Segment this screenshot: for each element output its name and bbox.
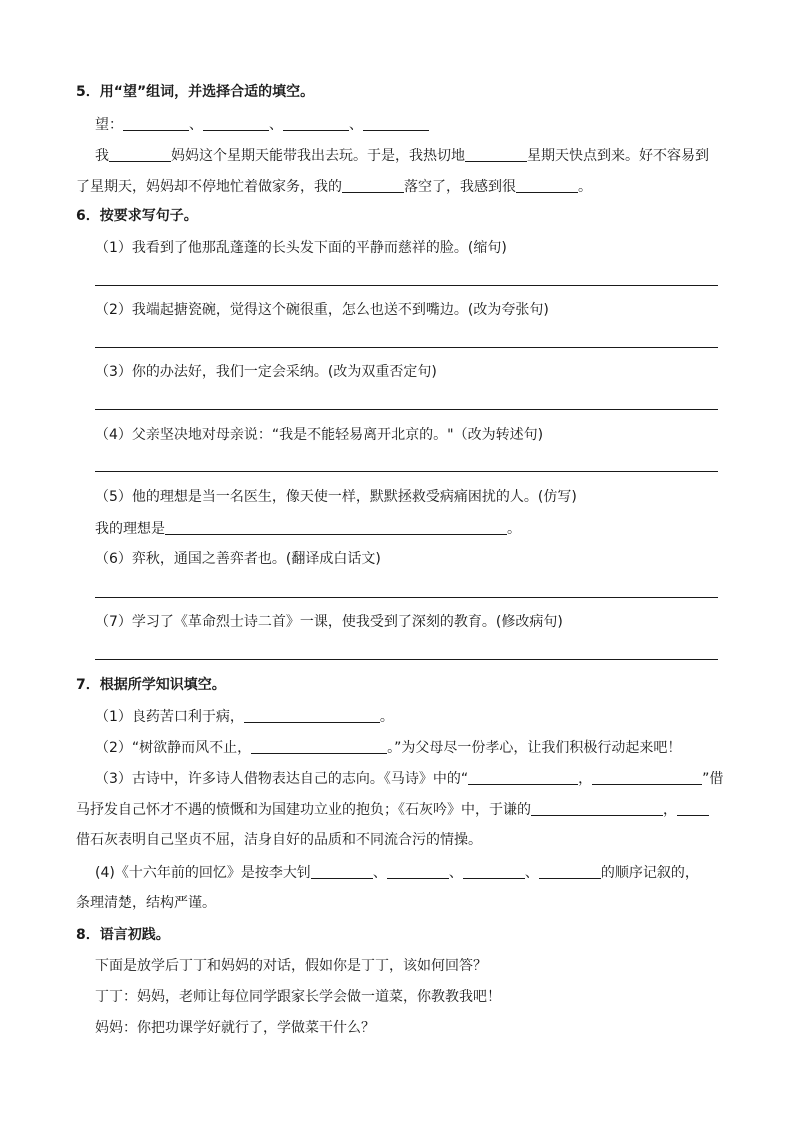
q7-item-3-line-1 — [95, 768, 723, 789]
q5-fill-blank-1[interactable] — [109, 145, 171, 162]
q7-text: （1）良药苦口利于病， — [95, 709, 244, 725]
q7-text: ， — [578, 771, 593, 787]
q7-blank-3b[interactable] — [592, 768, 702, 785]
q5-paragraph-line-1 — [95, 145, 709, 166]
q8-title: 8．语言初践。 — [76, 927, 170, 943]
q7-blank-1[interactable] — [244, 706, 380, 723]
q6-prompt-5: （5）他的理想是当一名医生，像天使一样，默默拯救受病痛困扰的人。(仿写) — [95, 489, 577, 505]
q6-prompt-6: （6）弈秋，通国之善弈者也。(翻译成白话文) — [95, 551, 381, 567]
q7-item-4-line-2: 条理清楚，结构严谨。 — [76, 895, 216, 911]
q7-text: 的顺序记叙的， — [600, 865, 699, 881]
q5-word-row — [95, 114, 429, 135]
q5-label: 望： — [95, 117, 123, 133]
separator: 、 — [448, 865, 463, 881]
q5-title: 5．用“望”组词，并选择合适的填空。 — [76, 84, 315, 100]
separator: 、 — [372, 865, 387, 881]
q7-title: 7．根据所学知识填空。 — [76, 677, 226, 693]
q7-text: 。”为父母尽一份孝心，让我们积极行动起来吧！ — [387, 740, 682, 756]
q7-item-3-line-2 — [76, 799, 709, 820]
separator: 、 — [189, 117, 203, 133]
q6-answer-line-1[interactable] — [95, 285, 718, 286]
q5-fill-blank-2[interactable] — [465, 145, 527, 162]
separator: 、 — [524, 865, 539, 881]
q5-word-blank-2[interactable] — [203, 114, 269, 131]
q7-text: （2）“树欲静而风不止， — [95, 740, 252, 756]
q5-text: 我 — [95, 148, 109, 164]
q5-paragraph-line-2 — [76, 176, 592, 197]
q6-answer-line-4[interactable] — [95, 471, 718, 472]
separator: 、 — [269, 117, 283, 133]
q6-answer-line-2[interactable] — [95, 347, 718, 348]
q7-text: 马抒发自己怀才不遇的愤慨和为国建功立业的抱负；《石灰吟》中，于谦的 — [76, 802, 531, 818]
q6-prompt-7: （7）学习了《革命烈士诗二首》一课，使我受到了深刻的教育。(修改病句) — [95, 614, 563, 630]
q6-prompt-4: （4）父亲坚决地对母亲说：“我是不能轻易离开北京的。"（改为转述句) — [95, 427, 544, 443]
q6-imitation-end: 。 — [507, 521, 521, 537]
q7-text: (4)《十六年前的回忆》是按李大钊 — [95, 865, 311, 881]
q7-item-1 — [95, 706, 394, 727]
q6-prompt-3: （3）你的办法好，我们一定会采纳。(改为双重否定句) — [95, 364, 437, 380]
q5-word-blank-1[interactable] — [123, 114, 189, 131]
q7-blank-4d[interactable] — [539, 862, 601, 879]
q6-answer-line-7[interactable] — [95, 659, 718, 660]
q7-blank-4a[interactable] — [311, 862, 373, 879]
q5-text: 落空了，我感到很 — [404, 179, 516, 195]
q5-fill-blank-4[interactable] — [516, 176, 578, 193]
q6-prompt-2: （2）我端起搪瓷碗，觉得这个碗很重，怎么也送不到嘴边。(改为夸张句) — [95, 302, 549, 318]
q6-prompt-1: （1）我看到了他那乱蓬蓬的长头发下面的平静而慈祥的脸。(缩句) — [95, 240, 507, 256]
q6-imitation-prefix: 我的理想是 — [95, 521, 165, 537]
q5-text: 星期天快点到来。好不容易到 — [527, 148, 709, 164]
q7-blank-4c[interactable] — [463, 862, 525, 879]
q7-blank-3d[interactable] — [677, 799, 709, 816]
q6-answer-line-6[interactable] — [95, 597, 718, 598]
q7-blank-2[interactable] — [251, 737, 387, 754]
q5-text: 了星期天，妈妈却不停地忙着做家务，我的 — [76, 179, 342, 195]
separator: 、 — [349, 117, 363, 133]
q7-blank-4b[interactable] — [387, 862, 449, 879]
q5-word-blank-3[interactable] — [283, 114, 349, 131]
q6-title: 6．按要求写句子。 — [76, 208, 198, 224]
q8-dialogue-mom: 妈妈：你把功课学好就行了，学做菜干什么？ — [95, 1020, 375, 1036]
q7-item-3-line-3: 借石灰表明自己坚贞不屈，洁身自好的品质和不同流合污的情操。 — [76, 832, 482, 848]
q6-imitation-blank[interactable] — [165, 518, 507, 535]
q7-text: ， — [663, 802, 677, 818]
q7-text: （3）古诗中，许多诗人借物表达自己的志向。《马诗》中的“ — [95, 771, 469, 787]
q5-text: 妈妈这个星期天能带我出去玩。于是，我热切地 — [171, 148, 465, 164]
q6-answer-line-3[interactable] — [95, 409, 718, 410]
q6-imitation-line — [95, 518, 521, 539]
q5-fill-blank-3[interactable] — [342, 176, 404, 193]
q8-intro: 下面是放学后丁丁和妈妈的对话，假如你是丁丁，该如何回答？ — [95, 958, 487, 974]
q7-item-4-line-1 — [95, 862, 699, 883]
q7-blank-3c[interactable] — [531, 799, 663, 816]
q7-item-2 — [95, 737, 681, 758]
q8-dialogue-dingding: 丁丁：妈妈，老师让每位同学跟家长学会做一道菜，你教教我吧！ — [95, 989, 501, 1005]
q7-text: ”借 — [702, 771, 724, 787]
q5-text: 。 — [578, 179, 592, 195]
q7-blank-3a[interactable] — [468, 768, 578, 785]
q5-word-blank-4[interactable] — [363, 114, 429, 131]
q7-text: 。 — [379, 709, 394, 725]
